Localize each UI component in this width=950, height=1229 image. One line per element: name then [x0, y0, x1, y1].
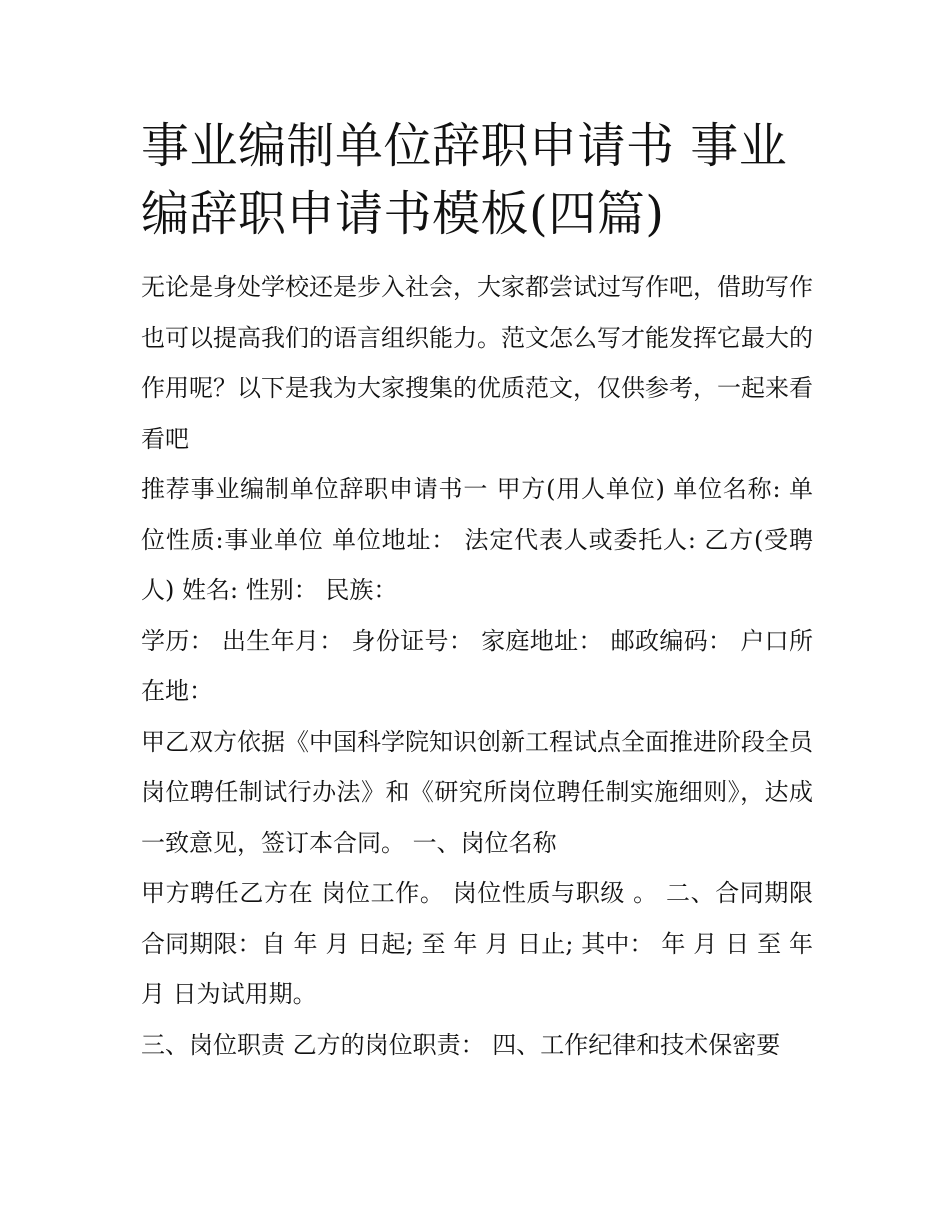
document-page: [141, 112, 813, 1070]
intro-paragraph: 无论是身处学校还是步入社会，大家都尝试过写作吧，借助写作也可以提高我们的语言组织能力。范文怎么写才能发挥它最大的作用呢？以下是我为大家搜集的优质范文，仅供参考，一起来看看吧: [141, 273, 813, 453]
agreement-basis-paragraph: 甲乙双方依据《中国科学院知识创新工程试点全面推进阶段全员岗位聘任制试行办法》和《研究所岗位聘任制实施细则》，达成一致意见，签订本合同。 一、岗位名称: [141, 727, 813, 857]
party-info-paragraph: 推荐事业编制单位辞职申请书一 甲方(用人单位) 单位名称: 单位性质:事业单位 单位地址： 法定代表人或委托人: 乙方(受聘人) 姓名: 性别： 民族：: [141, 475, 813, 604]
contract-term-paragraph: 甲方聘任乙方在 岗位工作。 岗位性质与职级 。 二、合同期限 合同期限：自 年 月 日起; 至 年 月 日止; 其中： 年 月 日 至 年 月 日为试用期。: [141, 879, 813, 1008]
personal-info-paragraph: 学历： 出生年月： 身份证号： 家庭地址： 邮政编码： 户口所在地：: [141, 626, 813, 705]
duties-paragraph: 三、岗位职责 乙方的岗位职责： 四、工作纪律和技术保密要: [141, 1030, 781, 1059]
document-title: 事业编制单位辞职申请书 事业编辞职申请书模板(四篇): [141, 118, 788, 242]
